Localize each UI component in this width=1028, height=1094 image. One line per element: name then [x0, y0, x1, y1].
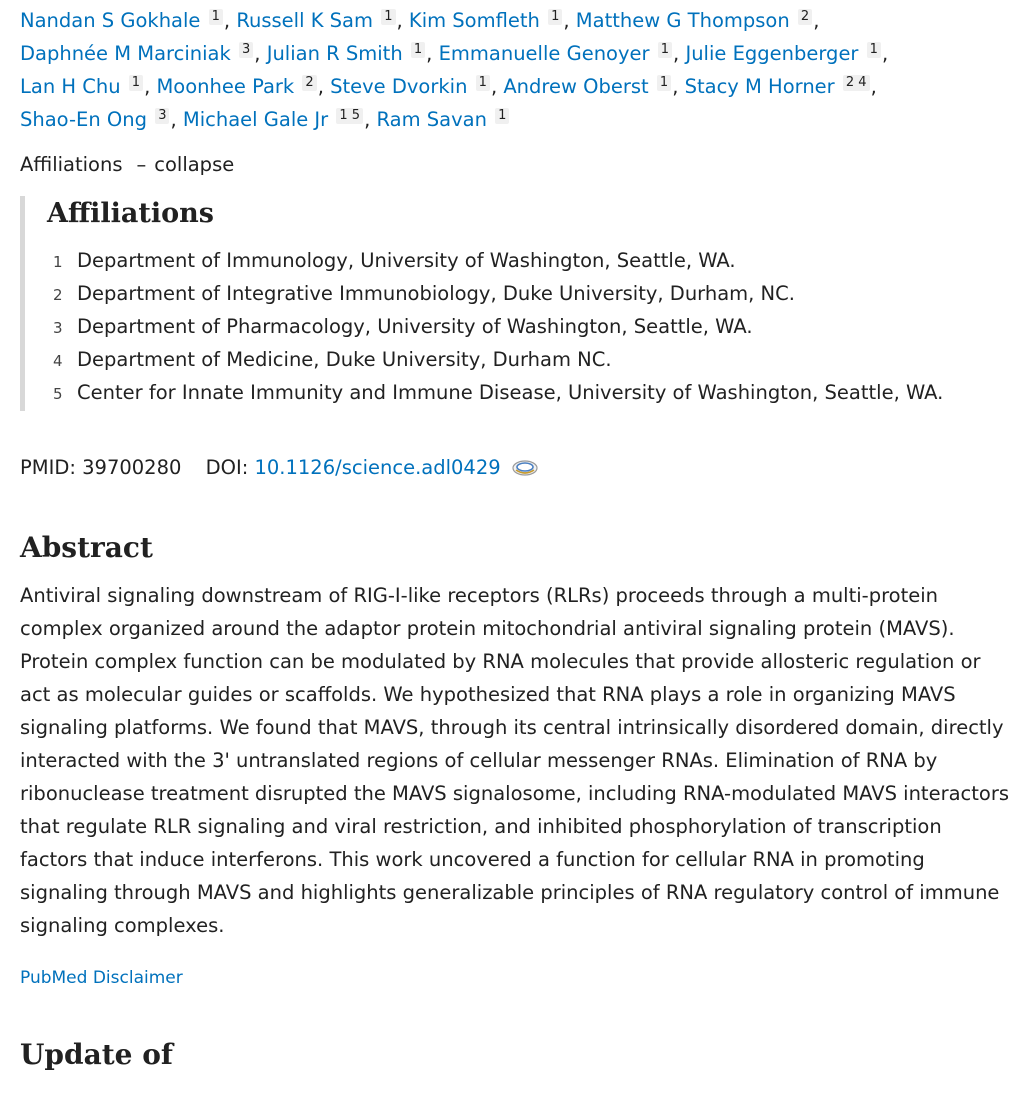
author-name-link[interactable]: Stacy M Horner: [684, 75, 835, 98]
author-entry: [267, 42, 426, 65]
affiliation-text: Department of Immunology, University of Washington, Seattle, WA.: [77, 249, 736, 272]
author-entry: [409, 9, 563, 32]
author-separator: ,: [426, 42, 439, 65]
abstract-text: Antiviral signaling downstream of RIG-I-like receptors (RLRs) proceeds through a multi-protein complex organized around the adaptor protein mitochondrial antiviral signaling protein (MAVS). Protein complex function can be modulated by RNA molecules that provide allosteric regulation or act as molecular guides or scaffolds. We hypothesized that RNA plays a role in organizing MAVS signaling platforms. We found that MAVS, through its central intrinsically disordered domain, directly interacted with the 3' untranslated regions of cellular messenger RNAs. Elimination of RNA by ribonuclease treatment disrupted the MAVS signalosome, including RNA-modulated MAVS interactors that regulate RLR signaling and viral restriction, and inhibited phosphorylation of transcription factors that induce interferons. This work uncovered a function for cellular RNA in promoting signaling through MAVS and highlights generalizable principles of RNA regulatory control of immune signaling complexes.: [20, 584, 1010, 937]
external-doi-icon[interactable]: [511, 457, 539, 487]
author-name-link[interactable]: Lan H Chu: [20, 75, 121, 98]
affiliation-item: [47, 343, 1020, 376]
author-affiliation-ref[interactable]: 1: [411, 42, 425, 58]
author-separator: ,: [672, 75, 685, 98]
author-affiliation-ref[interactable]: 2: [302, 75, 316, 91]
author-affiliation-ref[interactable]: 1: [476, 75, 490, 91]
affiliation-item: [47, 277, 1020, 310]
author-affiliation-ref[interactable]: 1 5: [336, 108, 363, 124]
author-separator: ,: [144, 75, 157, 98]
author-separator: ,: [563, 9, 576, 32]
article-identifiers: [20, 453, 1020, 483]
author-affiliation-ref[interactable]: 1: [657, 75, 671, 91]
author-entry: [183, 108, 364, 131]
affiliation-number: 2: [53, 286, 63, 304]
author-name-link[interactable]: Russell K Sam: [236, 9, 374, 32]
author-separator: ,: [317, 75, 331, 98]
author-entry: [503, 75, 672, 98]
author-entry: [20, 42, 254, 65]
affiliation-text: Department of Pharmacology, University of Washington, Seattle, WA.: [77, 315, 753, 338]
author-affiliation-ref[interactable]: 1: [129, 75, 143, 91]
update-of-heading: Update of: [20, 1038, 173, 1071]
author-name-link[interactable]: Steve Dvorkin: [330, 75, 468, 98]
author-separator: ,: [870, 75, 877, 98]
author-entry: [156, 75, 317, 98]
author-entry: [576, 9, 813, 32]
author-separator: ,: [673, 42, 686, 65]
affiliation-number: 1: [53, 253, 63, 271]
author-name-link[interactable]: Andrew Oberst: [503, 75, 649, 98]
author-separator: ,: [396, 9, 409, 32]
author-entry: [20, 108, 170, 131]
abstract-heading: Abstract: [20, 531, 153, 564]
author-entry: [330, 75, 491, 98]
author-name-link[interactable]: Emmanuelle Genoyer: [438, 42, 650, 65]
affiliation-text: Department of Integrative Immunobiology, Duke University, Durham, NC.: [77, 282, 795, 305]
author-affiliation-ref[interactable]: 1: [867, 42, 881, 58]
author-affiliation-ref[interactable]: 3: [155, 108, 169, 124]
author-affiliation-ref[interactable]: 1: [381, 9, 395, 25]
author-name-link[interactable]: Michael Gale Jr: [182, 108, 329, 131]
collapse-link[interactable]: collapse: [154, 153, 235, 176]
author-separator: ,: [490, 75, 504, 98]
author-name-link[interactable]: Matthew G Thompson: [575, 9, 790, 32]
author-entry: [20, 9, 224, 32]
author-separator: ,: [881, 42, 889, 65]
disclaimer: [20, 966, 1020, 990]
pubmed-disclaimer-link[interactable]: PubMed Disclaimer: [20, 968, 183, 988]
author-entry: [236, 9, 396, 32]
author-affiliation-ref[interactable]: 3: [239, 42, 253, 58]
author-name-link[interactable]: Julie Eggenberger: [685, 42, 859, 65]
affiliation-item: [47, 376, 1020, 409]
author-name-link[interactable]: Kim Somfleth: [408, 9, 540, 32]
author-separator: ,: [364, 108, 377, 131]
affiliation-number: 5: [53, 385, 63, 403]
author-separator: ,: [254, 42, 267, 65]
authors-list: [20, 0, 1020, 136]
author-name-link[interactable]: Nandan S Gokhale: [20, 9, 201, 32]
affiliations-toggle-label: Affiliations: [20, 153, 123, 176]
author-affiliation-ref[interactable]: 1: [209, 9, 223, 25]
affiliation-item: [47, 244, 1020, 277]
author-name-link[interactable]: Daphnée M Marciniak: [20, 42, 231, 65]
pmid-label: PMID:: [20, 456, 76, 479]
affiliation-item: [47, 310, 1020, 343]
collapse-dash-icon: –: [136, 153, 147, 176]
affiliation-text: Center for Innate Immunity and Immune Disease, University of Washington, Seattle, WA.: [77, 381, 944, 404]
author-entry: [685, 75, 871, 98]
author-affiliation-ref[interactable]: 2: [798, 9, 812, 25]
affiliation-number: 4: [53, 352, 63, 370]
author-entry: [377, 108, 511, 131]
affiliations-heading: Affiliations: [47, 198, 214, 229]
author-affiliation-ref[interactable]: 1: [658, 42, 672, 58]
author-affiliation-ref[interactable]: 2 4: [843, 75, 870, 91]
author-entry: [685, 42, 882, 65]
affiliation-text: Department of Medicine, Duke University, Durham NC.: [77, 348, 612, 371]
author-separator: ,: [170, 108, 183, 131]
author-affiliation-ref[interactable]: 1: [495, 108, 509, 124]
affiliations-panel: [20, 196, 1020, 411]
pmid-value: 39700280: [82, 456, 182, 479]
doi-link[interactable]: 10.1126/science.adl0429: [254, 456, 501, 479]
author-name-link[interactable]: Moonhee Park: [156, 75, 295, 98]
author-name-link[interactable]: Shao-En Ong: [20, 108, 147, 131]
affiliation-number: 3: [53, 319, 63, 337]
doi-label: DOI:: [205, 456, 249, 479]
affiliations-list: [47, 244, 1020, 409]
author-name-link[interactable]: Ram Savan: [376, 108, 487, 131]
author-name-link[interactable]: Julian R Smith: [266, 42, 403, 65]
affiliations-toggle[interactable]: [20, 152, 1020, 178]
author-entry: [439, 42, 673, 65]
author-entry: [20, 75, 144, 98]
author-affiliation-ref[interactable]: 1: [548, 9, 562, 25]
author-separator: ,: [813, 9, 820, 32]
author-separator: ,: [223, 9, 237, 32]
